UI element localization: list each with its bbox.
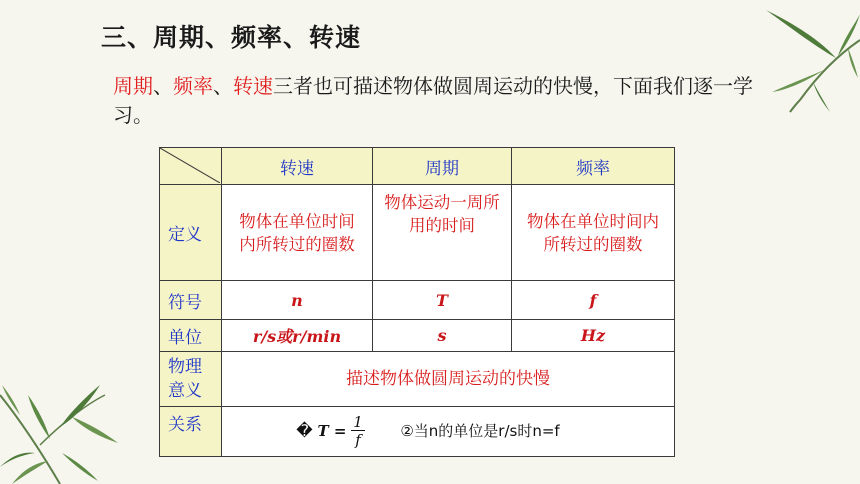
separator: 、 (213, 74, 233, 98)
row-label-symbol: 符号 (160, 281, 222, 320)
diagonal-line (160, 148, 220, 183)
definition-period: 物体运动一周所用的时间 (373, 185, 512, 281)
column-header-period: 周期 (373, 148, 512, 185)
slide-title: 三、周期、频率、转速 (101, 23, 362, 52)
intro-rest: 三者也可描述物体做圆周运动的快慢，下面我们逐一学习。 (113, 74, 753, 127)
table-row (160, 407, 675, 457)
definition-frequency: 物体在单位时间内所转过的圈数 (512, 185, 675, 281)
term-period: 周期 (113, 74, 153, 98)
relation-marker: � (296, 421, 313, 440)
column-header-rotation-speed: 转速 (222, 148, 373, 185)
unit-frequency: Hz (512, 320, 675, 352)
formula-lhs: T = (317, 422, 347, 440)
column-header-frequency: 频率 (512, 148, 675, 185)
unit-period: s (373, 320, 512, 352)
physical-meaning-text: 描述物体做圆周运动的快慢 (222, 352, 675, 407)
table-row (160, 281, 675, 320)
comparison-table (159, 147, 675, 457)
relation-cell (222, 407, 675, 457)
bamboo-bottom-left-decoration (0, 365, 120, 484)
fraction-denominator: f (355, 431, 361, 449)
symbol-T: T (373, 281, 512, 320)
row-label-unit: 单位 (160, 320, 222, 352)
separator: 、 (153, 74, 173, 98)
row-label-relation: 关系 (160, 407, 222, 457)
row-label-definition: 定义 (160, 185, 222, 281)
fraction-numerator: 1 (353, 413, 363, 431)
table-row (160, 352, 675, 407)
corner-cell (160, 148, 222, 185)
table-header-row (160, 148, 675, 185)
formula-fraction (351, 415, 365, 448)
row-label-physical-meaning: 物理意义 (160, 352, 222, 407)
symbol-n: n (222, 281, 373, 320)
term-rotation-speed: 转速 (233, 74, 273, 98)
table-row (160, 320, 675, 352)
unit-rotation-speed: r/s或r/min (222, 320, 373, 352)
relation-note: ②当n的单位是r/s时n=f (400, 422, 560, 440)
bamboo-top-right-decoration (738, 0, 860, 115)
table-row (160, 185, 675, 281)
relation-content (296, 415, 559, 448)
definition-rotation-speed: 物体在单位时间内所转过的圈数 (222, 185, 373, 281)
term-frequency: 频率 (173, 74, 213, 98)
intro-paragraph (113, 72, 753, 130)
symbol-f: f (512, 281, 675, 320)
